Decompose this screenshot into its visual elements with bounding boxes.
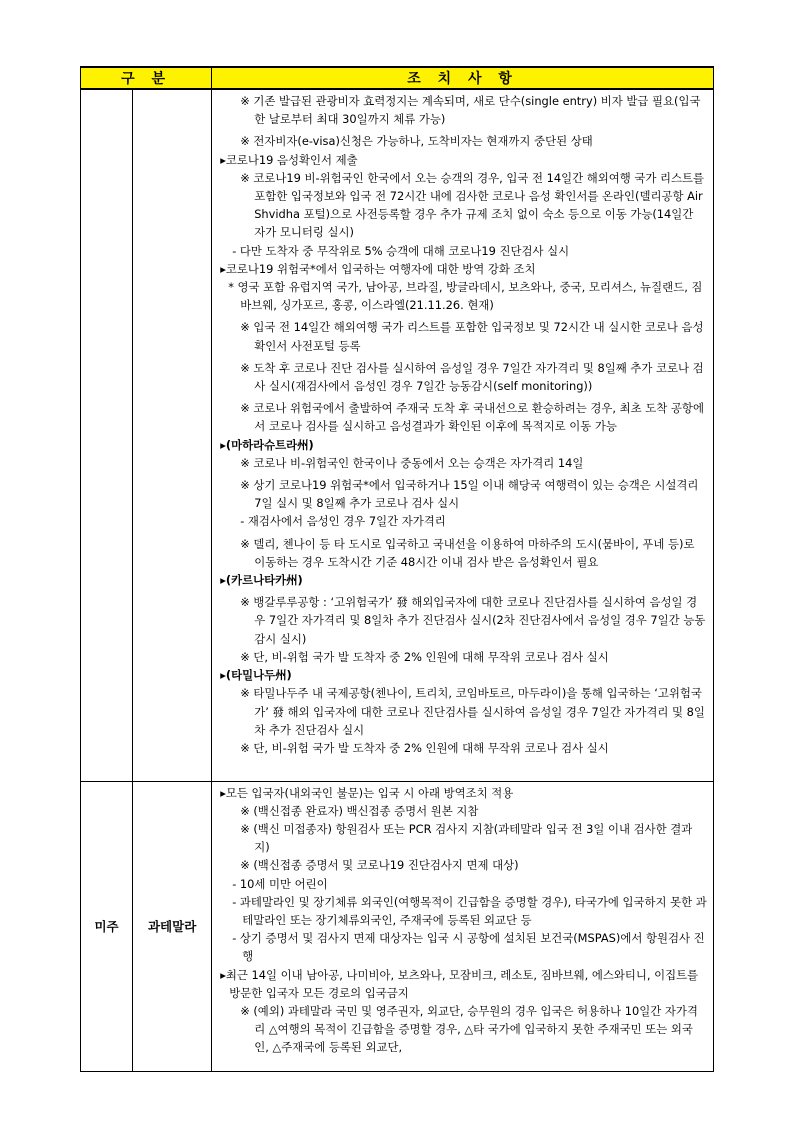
note-line: ※ 델리, 첸나이 등 타 도시로 입국하고 국내선을 이용하여 마하주의 도시(뭄바이, 푸네 등)로 이동하는 경우 도착시간 기준 48시간 이내 검사 받은 음성확인서 필요 (240, 536, 695, 569)
section-heading: ▸(마하라슈트라州) (220, 437, 314, 452)
country-cell-guatemala: 과테말라 (133, 781, 212, 1072)
footnote-line: * 영국 포함 유럽지역 국가, 남아공, 브라질, 방글라데시, 보츠와나, 중국, 모리셔스, 뉴질랜드, 짐바브웨, 싱가포르, 홍콩, 이스라엘(21.11.26. 현재) (228, 280, 703, 313)
note-line: ※ 코로나 위험국에서 출발하여 주재국 도착 후 국내선으로 환승하려는 경우, 최초 도착 공항에서 코로나 검사를 실시하고 음성결과가 확인된 이후에 목적지로 이동 가능 (240, 401, 704, 434)
region-cell-americas: 미주 (81, 781, 133, 1072)
note-line: ※ (백신접종 완료자) 백신접종 증명서 원본 지참 (240, 803, 479, 818)
bullet-line: ▸코로나19 음성확인서 제출 (220, 152, 358, 167)
header-measures: 조 치 사 항 (212, 67, 714, 89)
table-header-row (81, 67, 714, 89)
sub-item-line: - 10세 미만 어린이 (232, 876, 328, 891)
region-cell-empty (81, 89, 133, 781)
note-line: ※ 기존 발급된 관광비자 효력정지는 계속되며, 새로 단수(single entry) 비자 발급 필요(입국한 날로부터 최대 30일까지 체류 가능) (240, 94, 701, 127)
guatemala-measures (212, 782, 713, 1059)
country-cell-empty (133, 89, 212, 781)
note-line: ※ 입국 전 14일간 해외여행 국가 리스트를 포함한 입국정보 및 72시간 내 실시한 코로나 음성확인서 사전포털 등록 (240, 320, 704, 353)
note-line: ※ 단, 비-위험 국가 발 도착자 중 2% 인원에 대해 무작위 코로나 검사 실시 (240, 649, 609, 664)
measures-table (80, 66, 714, 1072)
sub-item-line: - 재검사에서 음성인 경우 7일간 자가격리 (240, 514, 446, 529)
section-heading: ▸(카르나타카州) (220, 573, 303, 588)
india-measures-cell (212, 89, 714, 781)
note-line: ※ (백신접종 증명서 및 코로나19 진단검사지 면제 대상) (240, 858, 519, 873)
header-category: 구 분 (81, 67, 212, 89)
bullet-line: ▸모든 입국자(내외국인 불문)는 입국 시 아래 방역조치 적용 (220, 785, 514, 800)
note-line: ※ 단, 비-위험 국가 발 도착자 중 2% 인원에 대해 무작위 코로나 검사 실시 (240, 740, 609, 755)
india-measures (212, 90, 713, 759)
note-line: ※ 타밀나두주 내 국제공항(첸나이, 트리치, 코임바토르, 마두라이)을 통해 입국하는 ‘고위험국가’ 發 해외 입국자에 대한 코로나 진단검사를 실시하여 음성일 경우 7일간 자가격리 및 8일차 추가 진단검사 실시 (240, 686, 705, 737)
note-line: ※ 도착 후 코로나 진단 검사를 실시하여 음성일 경우 7일간 자가격리 및 8일째 추가 코로나 검사 실시(재검사에서 음성인 경우 7일간 능동감시(self monitoring)) (240, 360, 704, 394)
note-line: ※ 뱅갈루루공항 : ‘고위험국가’ 發 해외입국자에 대한 코로나 진단검사를 실시하여 음성일 경우 7일간 자가격리 및 8일차 추가 진단검사 실시(2차 진단검사에서 음성일 경우 7일간 능동감시 실시) (240, 595, 706, 646)
note-line: ※ 상기 코로나19 위험국*에서 입국하거나 15일 이내 해당국 여행력이 있는 승객은 시설격리 7일 실시 및 8일째 추가 코로나 검사 실시 (240, 478, 699, 511)
bullet-line: ▸최근 14일 이내 남아공, 나미비아, 보츠와나, 모잠비크, 레소토, 짐바브웨, 에스와티니, 이집트를 방문한 입국자 모든 경로의 입국금지 (220, 967, 699, 1000)
table-row-guatemala (81, 781, 714, 1072)
note-line: ※ (예외) 과테말라 국민 및 영주권자, 외교단, 승무원의 경우 입국은 허용하나 10일간 자가격리 △여행의 목적이 긴급함을 증명할 경우, △타 국가에 입국하지 못한 주재국민 또는 외국인, △주재국에 등록된 외교단, (240, 1003, 698, 1055)
note-line: ※ 전자비자(e-visa)신청은 가능하나, 도착비자는 현재까지 중단된 상태 (240, 134, 593, 149)
guatemala-measures-cell (212, 781, 714, 1072)
bullet-line: ▸코로나19 위험국*에서 입국하는 여행자에 대한 방역 강화 조치 (220, 261, 536, 276)
note-line: ※ (백신 미접종자) 항원검사 또는 PCR 검사지 지참(과테말라 입국 전 3일 이내 검사한 결과지) (240, 821, 693, 855)
table-row-india (81, 89, 714, 781)
section-heading: ▸(타밀나두州) (220, 668, 292, 683)
sub-item-line: - 상기 증명서 및 검사지 면제 대상자는 입국 시 공항에 설치된 보건국(MSPAS)에서 항원검사 진행 (232, 931, 705, 964)
sub-item-line: - 다만 도착자 중 무작위로 5% 승객에 대해 코로나19 진단검사 실시 (232, 243, 570, 258)
note-line: ※ 코로나 비-위험국인 한국이나 중동에서 오는 승객은 자가격리 14일 (240, 455, 584, 470)
note-line: ※ 코로나19 비-위험국인 한국에서 오는 승객의 경우, 입국 전 14일간 해외여행 국가 리스트를 포함한 입국정보와 입국 전 72시간 내에 검사한 코로나 음성 확인서를 온라인(델리공항 Air Shvidha 포털)으로 사전등록할 경우 추가 규제 조치 없이 숙소 등으로 이동 가능(14일간 자가 모니터링 실시) (240, 170, 705, 240)
sub-item-line: - 과테말라인 및 장기체류 외국인(여행목적이 긴급함을 증명할 경우), 타국가에 입국하지 못한 과테말라인 또는 장기체류외국인, 주재국에 등록된 외교단 등 (232, 894, 707, 927)
